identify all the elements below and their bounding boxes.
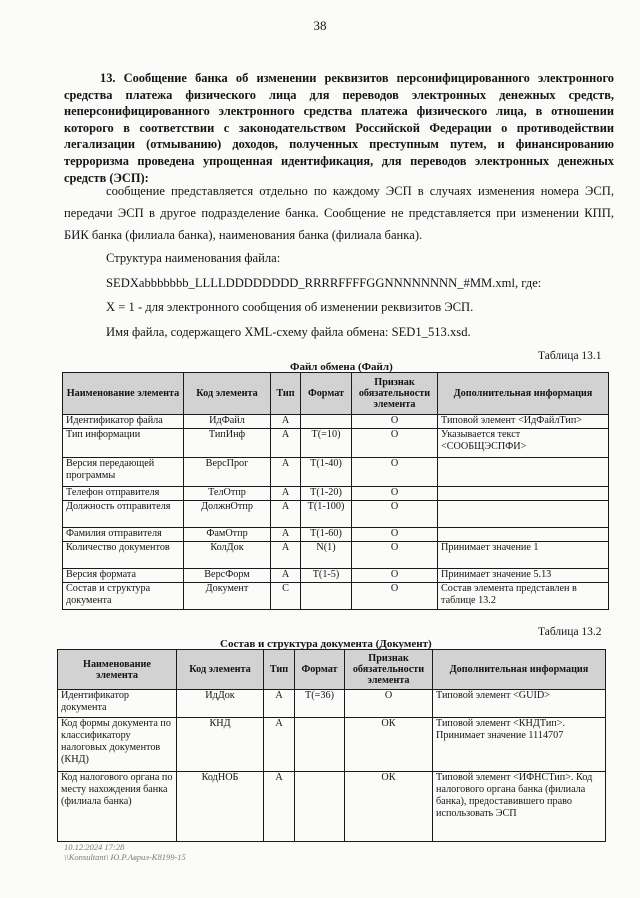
- table-cell: ВерсФорм: [184, 569, 271, 583]
- table2-caption: Таблица 13.2: [538, 626, 602, 638]
- schema-note: Имя файла, содержащего XML-схему файла обмена: SED1_513.xsd.: [106, 325, 471, 339]
- table-cell: Типовой элемент <ИдФайлТип>: [438, 415, 609, 429]
- table-file-exchange: [62, 372, 609, 610]
- table-cell: Код налогового органа по месту нахождения банка (филиала банка): [58, 772, 177, 842]
- table-cell: ИдДок: [177, 690, 264, 718]
- table-cell: А: [271, 415, 301, 429]
- table-cell: [295, 772, 345, 842]
- table-header-row: [63, 373, 609, 415]
- table-cell: О: [352, 415, 438, 429]
- column-header: Формат: [295, 650, 345, 690]
- table-cell: А: [264, 772, 295, 842]
- table-cell: А: [264, 718, 295, 772]
- column-header: Наименование элемента: [58, 650, 177, 690]
- table-cell: ИдФайл: [184, 415, 271, 429]
- table-cell: [301, 583, 352, 610]
- table-cell: Типовой элемент <ИФНСТип>. Код налогового органа банка (филиала банка), предоставившего право использовать ЭСП: [433, 772, 606, 842]
- table-cell: Т(=10): [301, 429, 352, 458]
- table-cell: [438, 458, 609, 487]
- table-cell: Указывается текст <СООБЩЭСПФИ>: [438, 429, 609, 458]
- table-cell: О: [352, 487, 438, 501]
- table-cell: Типовой элемент <КНДТип>. Принимает значение 1114707: [433, 718, 606, 772]
- table-cell: А: [271, 542, 301, 569]
- column-header: Код элемента: [184, 373, 271, 415]
- table-cell: ОК: [345, 772, 433, 842]
- table-cell: Т(1-100): [301, 501, 352, 528]
- column-header: Код элемента: [177, 650, 264, 690]
- footer-stamp: [64, 842, 186, 862]
- table-row: [58, 772, 606, 842]
- table-cell: Принимает значение 1: [438, 542, 609, 569]
- table-row: [63, 542, 609, 569]
- table1-title: Файл обмена (Файл): [290, 361, 393, 373]
- column-header: Наименование элемента: [63, 373, 184, 415]
- table2-title: Состав и структура документа (Документ): [220, 638, 432, 650]
- table-cell: А: [271, 458, 301, 487]
- table-cell: [438, 528, 609, 542]
- table-cell: [295, 718, 345, 772]
- table-cell: О: [352, 429, 438, 458]
- table-cell: Тип информации: [63, 429, 184, 458]
- table-cell: А: [271, 569, 301, 583]
- table-cell: Т(=36): [295, 690, 345, 718]
- table-cell: КолДок: [184, 542, 271, 569]
- table-cell: О: [345, 690, 433, 718]
- section-heading: 13. Сообщение банка об изменении реквизитов персонифицированного электронного средства платежа физического лица для переводов электронных денежных средств, неперсонифицированного электронного средства платежа физического лица, в отношении которого в соответствии с законодательством Российской Федерации о противодействии легализации (отмыванию) доходов, полученных преступным путем, и финансированию терроризма проведена упрощенная идентификация, для переводов электронных денежных средств (ЭСП):: [64, 71, 614, 185]
- table-cell: Идентификатор документа: [58, 690, 177, 718]
- table-row: [63, 415, 609, 429]
- table-cell: [438, 501, 609, 528]
- structure-label: Структура наименования файла:: [106, 251, 281, 265]
- table-cell: А: [264, 690, 295, 718]
- table-row: [63, 583, 609, 610]
- table-cell: О: [352, 528, 438, 542]
- table1-caption: Таблица 13.1: [538, 350, 602, 362]
- table-cell: Телефон отправителя: [63, 487, 184, 501]
- column-header: Формат: [301, 373, 352, 415]
- footer-date: 10.12.2024 17:28: [64, 842, 125, 852]
- table-cell: О: [352, 542, 438, 569]
- table-row: [63, 528, 609, 542]
- file-pattern: SEDXabbbbbbb_LLLLDDDDDDDD_RRRRFFFFGGNNNNNNNN_#MM.xml, где:: [106, 276, 542, 290]
- table-cell: КодНОБ: [177, 772, 264, 842]
- table-cell: КНД: [177, 718, 264, 772]
- table-cell: А: [271, 429, 301, 458]
- table-row: [63, 429, 609, 458]
- table-cell: А: [271, 501, 301, 528]
- table-row: [58, 690, 606, 718]
- footer-source: \\Konsultant\ Ю.Р.Аврил-К8199-15: [64, 852, 186, 862]
- table-row: [63, 487, 609, 501]
- table-cell: ДолжнОтпр: [184, 501, 271, 528]
- table-row: [63, 458, 609, 487]
- table-document-structure: [57, 649, 606, 842]
- table-cell: Т(1-60): [301, 528, 352, 542]
- table-cell: О: [352, 501, 438, 528]
- x-note: X = 1 - для электронного сообщения об изменении реквизитов ЭСП.: [106, 300, 474, 314]
- column-header: Признак обязательности элемента: [345, 650, 433, 690]
- paragraph-description: сообщение представляется отдельно по каждому ЭСП в случаях изменения номера ЭСП, передачи ЭСП в другое подразделение банка. Сообщение не представляется при изменении КПП, БИК банка (филиала банка), наименования банка (филиала банка).: [64, 184, 614, 242]
- table-cell: Количество документов: [63, 542, 184, 569]
- table-cell: А: [271, 487, 301, 501]
- table-cell: N(1): [301, 542, 352, 569]
- table-cell: Версия передающей программы: [63, 458, 184, 487]
- table-cell: Типовой элемент <GUID>: [433, 690, 606, 718]
- table-cell: О: [352, 458, 438, 487]
- table-cell: С: [271, 583, 301, 610]
- table-cell: ТипИнф: [184, 429, 271, 458]
- table-cell: О: [352, 569, 438, 583]
- table-row: [58, 718, 606, 772]
- table-cell: [301, 415, 352, 429]
- table-cell: Т(1-20): [301, 487, 352, 501]
- table-cell: Состав и структура документа: [63, 583, 184, 610]
- table-cell: ОК: [345, 718, 433, 772]
- table-cell: А: [271, 528, 301, 542]
- table-cell: ВерсПрог: [184, 458, 271, 487]
- table-cell: Т(1-40): [301, 458, 352, 487]
- table-cell: Состав элемента представлен в таблице 13.2: [438, 583, 609, 610]
- table-cell: [438, 487, 609, 501]
- table-row: [63, 569, 609, 583]
- column-header: Дополнительная информация: [438, 373, 609, 415]
- table-cell: Документ: [184, 583, 271, 610]
- table-cell: ФамОтпр: [184, 528, 271, 542]
- column-header: Признак обязательности элемента: [352, 373, 438, 415]
- column-header: Дополнительная информация: [433, 650, 606, 690]
- table-cell: Версия формата: [63, 569, 184, 583]
- table-cell: Фамилия отправителя: [63, 528, 184, 542]
- table-cell: Код формы документа по классификатору налоговых документов (КНД): [58, 718, 177, 772]
- page-number: 38: [313, 18, 327, 33]
- column-header: Тип: [264, 650, 295, 690]
- table-cell: Должность отправителя: [63, 501, 184, 528]
- table-row: [63, 501, 609, 528]
- table-cell: ТелОтпр: [184, 487, 271, 501]
- table-header-row: [58, 650, 606, 690]
- table-cell: Идентификатор файла: [63, 415, 184, 429]
- column-header: Тип: [271, 373, 301, 415]
- table-cell: Т(1-5): [301, 569, 352, 583]
- table-cell: О: [352, 583, 438, 610]
- table-cell: Принимает значение 5.13: [438, 569, 609, 583]
